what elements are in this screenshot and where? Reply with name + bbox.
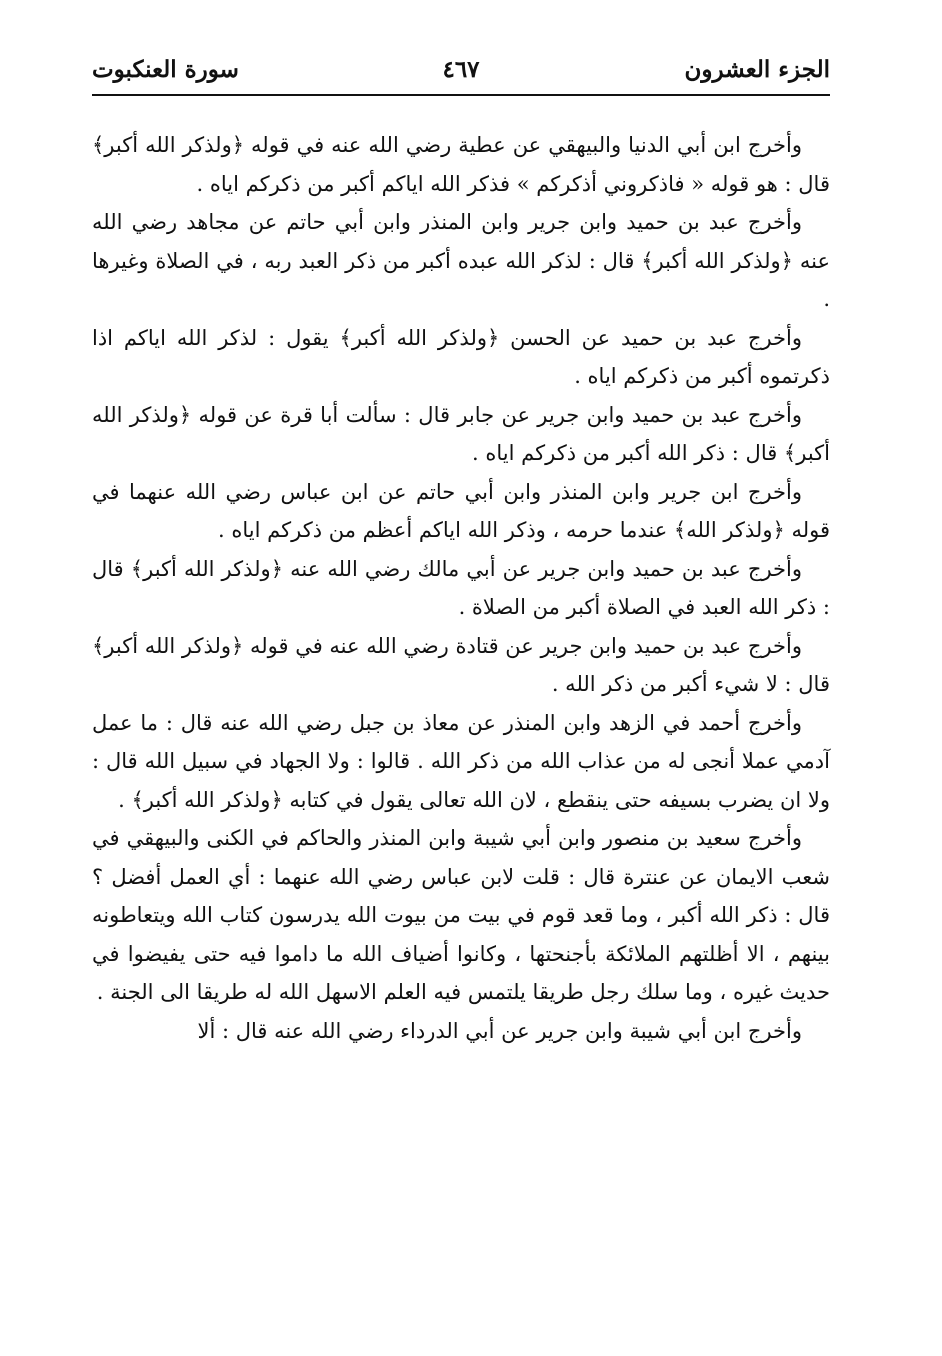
- paragraph: وأخرج أحمد في الزهد وابن المنذر عن معاذ بن جبل رضي الله عنه قال : ما عمل آدمي عملا أنجى له من عذاب الله من ذكر الله . قالوا : ولا الجهاد في سبيل الله قال : ولا ان يضرب بسيفه حتى ينقطع ، لان الله تعالى يقول في كتابه ﴿ولذكر الله أكبر﴾ .: [92, 710, 830, 812]
- header-divider: [92, 94, 830, 96]
- body-text: [92, 126, 830, 1050]
- paragraph: وأخرج عبد بن حميد وابن جرير وابن المنذر وابن أبي حاتم عن مجاهد رضي الله عنه ﴿ولذكر الله أكبر﴾ قال : لذكر الله عبده أكبر من ذكر العبد ربه ، في الصلاة وغيرها .: [92, 210, 830, 311]
- paragraph: وأخرج سعيد بن منصور وابن أبي شيبة وابن المنذر والحاكم في الكنى والبيهقي في شعب الايمان عن عنترة قال : قلت لابن عباس رضي الله عنهما : أي العمل أفضل ؟ قال : ذكر الله أكبر ، وما قعد قوم في بيت من بيوت الله يدرسون كتاب الله ويتعاطونه بينهم ، الا أظلتهم الملائكة بأجنحتها ، وكانوا أضياف الله ما داموا فيه حتى يفيضوا في حديث غيره ، وما سلك رجل طريقا يلتمس فيه العلم الاسهل الله له طريقا الى الجنة .: [92, 826, 830, 1004]
- paragraph: وأخرج عبد بن حميد وابن جرير عن أبي مالك رضي الله عنه ﴿ولذكر الله أكبر﴾ قال : ذكر الله العبد في الصلاة أكبر من الصلاة .: [92, 556, 830, 619]
- part-title: الجزء العشرون: [684, 56, 830, 83]
- paragraph: وأخرج عبد بن حميد عن الحسن ﴿ولذكر الله أكبر﴾ يقول : لذكر الله اياكم اذا ذكرتموه أكبر من ذكركم اياه .: [92, 325, 830, 388]
- paragraph: وأخرج ابن أبي الدنيا والبيهقي عن عطية رضي الله عنه في قوله ﴿ولذكر الله أكبر﴾ قال : هو قوله « فاذكروني أذكركم » فذكر الله اياكم أكبر من ذكركم اياه .: [92, 133, 830, 196]
- paragraph: وأخرج ابن جرير وابن المنذر وابن أبي حاتم عن ابن عباس رضي الله عنهما في قوله ﴿ولذكر الله﴾ عندما حرمه ، وذكر الله اياكم أعظم من ذكركم اياه .: [92, 479, 830, 542]
- paragraph: وأخرج عبد بن حميد وابن جرير عن قتادة رضي الله عنه في قوله ﴿ولذكر الله أكبر﴾ قال : لا شيء أكبر من ذكر الله .: [92, 633, 830, 696]
- paragraph: وأخرج ابن أبي شيبة وابن جرير عن أبي الدرداء رضي الله عنه قال : ألا: [197, 1018, 802, 1043]
- page-number: ٤٦٧: [442, 56, 480, 83]
- surah-title: سورة العنكبوت: [92, 56, 239, 83]
- running-header: [92, 52, 830, 96]
- paragraph: وأخرج عبد بن حميد وابن جرير عن جابر قال : سألت أبا قرة عن قوله ﴿ولذكر الله أكبر﴾ قال : ذكر الله أكبر من ذكركم اياه .: [92, 402, 830, 465]
